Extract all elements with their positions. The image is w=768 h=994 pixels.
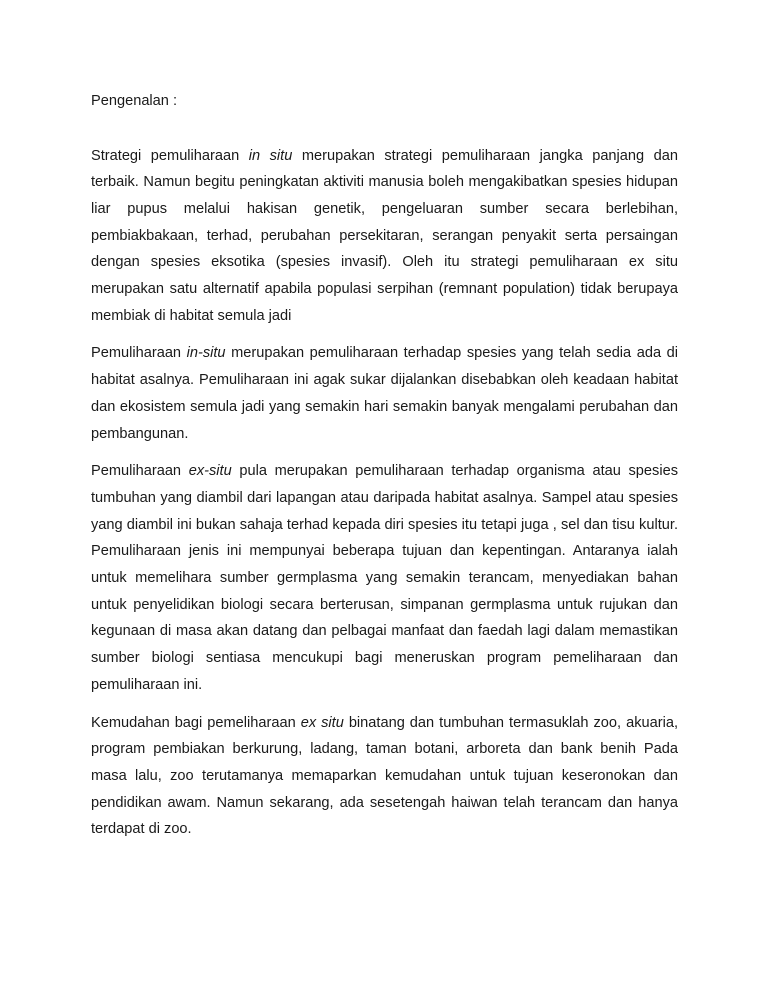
paragraph-text: Kemudahan bagi pemeliharaan [91, 714, 301, 731]
paragraph [91, 710, 678, 844]
document-body [91, 143, 678, 844]
paragraph-text: Pemuliharaan [91, 463, 189, 480]
italic-term: ex-situ [188, 463, 232, 480]
paragraph-text: Strategi pemuliharaan [91, 147, 249, 164]
paragraph-text: merupakan strategi pemuliharaan jangka panjang dan terbaik. Namun begitu peningkatan aktiviti manusia boleh mengakibatkan spesies hidupan liar pupus melalui hakisan genetik, pengeluaran sumber secara berlebihan, pembiakbakaan, terhad, perubahan persekitaran, serangan penyakit serta persaingan dengan spesies eksotika (spesies invasif). Oleh itu strategi pemuliharaan ex situ merupakan satu alternatif apabila populasi serpihan (remnant population) tidak berupaya membiak di habitat semula jadi [91, 147, 678, 324]
paragraph [91, 458, 678, 698]
paragraph [91, 340, 678, 447]
document-page [91, 88, 678, 854]
paragraph-text: binatang dan tumbuhan termasuklah zoo, akuaria, program pembiakan berkurung, ladang, taman botani, arboreta dan bank benih Pada masa lalu, zoo terutamanya memaparkan kemudahan untuk tujuan keseronokan dan pendidikan awam. Namun sekarang, ada sesetengah haiwan telah terancam dan hanya terdapat di zoo. [91, 714, 678, 838]
paragraph-text: merupakan pemuliharaan terhadap spesies yang telah sedia ada di habitat asalnya. Pemuliharaan ini agak sukar dijalankan disebabkan oleh keadaan habitat dan ekosistem semula jadi yang semakin hari semakin banyak mengalami perubahan dan pembangunan. [91, 345, 678, 442]
paragraph [91, 143, 678, 330]
paragraph-text: Pemuliharaan [91, 345, 187, 362]
italic-term: in situ [248, 147, 293, 164]
paragraph-text: pula merupakan pemuliharaan terhadap organisma atau spesies tumbuhan yang diambil dari lapangan atau daripada habitat asalnya. Sampel atau spesies yang diambil ini bukan sahaja terhad kepada diri spesies itu tetapi juga , sel dan tisu kultur. Pemuliharaan jenis ini mempunyai beberapa tujuan dan kepentingan. Antaranya ialah untuk memelihara sumber germplasma yang semakin terancam, menyediakan bahan untuk penyelidikan biologi secara berterusan, simpanan germplasma untuk rujukan dan kegunaan di masa akan datang dan pelbagai manfaat dan faedah lagi dalam memastikan sumber biologi sentiasa mencukupi bagi meneruskan program pemeliharaan dan pemuliharaan ini. [91, 463, 678, 693]
section-heading: Pengenalan : [91, 93, 178, 109]
italic-term: ex situ [300, 714, 344, 731]
italic-term: in-situ [186, 345, 226, 362]
